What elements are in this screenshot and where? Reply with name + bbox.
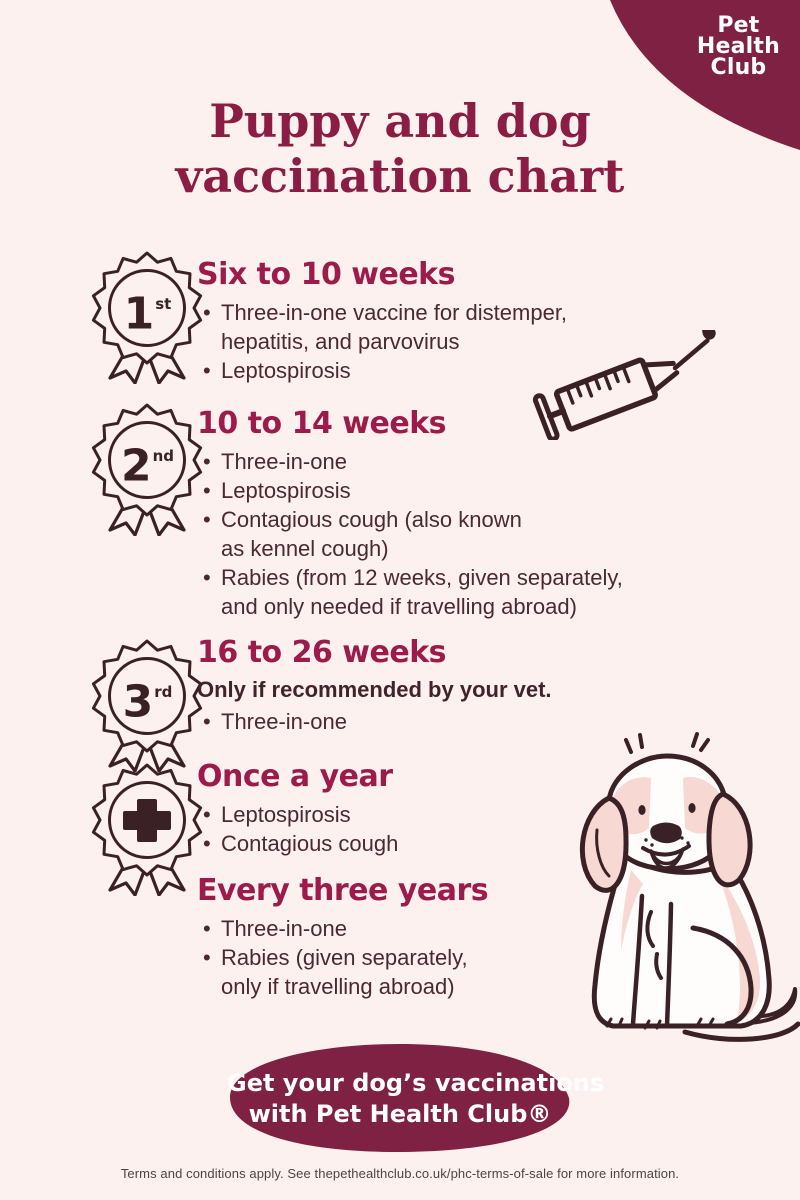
- section-heading: 10 to 14 weeks: [197, 406, 446, 441]
- terms-text: Terms and conditions apply. See thepethealthclub.co.uk/phc-terms-of-sale for more information.: [120, 1166, 680, 1181]
- section-heading: Every three years: [197, 873, 489, 908]
- badge-2nd-label: [88, 432, 206, 495]
- badge-number: 1: [123, 288, 155, 340]
- badge-plus: [88, 762, 206, 896]
- dog-illustration: [545, 690, 800, 1045]
- page-title-line1: Puppy and dog: [209, 94, 591, 148]
- list-item: • Contagious cough (also known as kennel cough): [197, 505, 667, 563]
- section-note: Only if recommended by your vet.: [197, 677, 552, 702]
- logo-line: Pet: [717, 13, 760, 38]
- list-item: • Rabies (given separately, only if travelling abroad): [197, 943, 667, 1001]
- page-title-line2: vaccination chart: [175, 149, 625, 203]
- list-item: • Leptospirosis: [197, 356, 667, 385]
- section-heading: Six to 10 weeks: [197, 257, 455, 292]
- list-item: • Three-in-one: [197, 707, 667, 736]
- badge-1st-label: [88, 280, 206, 343]
- badge-number: 3: [122, 676, 154, 728]
- page-title: [0, 94, 800, 204]
- badge-number: 2: [120, 440, 152, 492]
- pet-health-club-logo: [697, 15, 780, 78]
- list-item: • Three-in-one vaccine for distemper, hepatitis, and parvovirus: [197, 298, 667, 356]
- badge-3rd-label: [88, 668, 206, 731]
- section-heading: Once a year: [197, 759, 393, 794]
- cta-line1: Get your dog’s vaccinations: [227, 1069, 605, 1097]
- list-item: • Leptospirosis: [197, 800, 667, 829]
- list-item: • Contagious cough: [197, 829, 667, 858]
- list-item: • Rabies (from 12 weeks, given separately, and only needed if travelling abroad): [197, 563, 667, 621]
- list-item: • Leptospirosis: [197, 476, 667, 505]
- section-heading: 16 to 26 weeks: [197, 635, 446, 670]
- cta-button[interactable]: [227, 1042, 605, 1154]
- syringe-illustration: [528, 330, 733, 440]
- badge-2nd: [88, 402, 206, 536]
- list-item: • Three-in-one: [197, 447, 667, 476]
- cta-label: [227, 1068, 605, 1130]
- badge-1st: [88, 250, 206, 384]
- cta-line2: with Pet Health Club®: [248, 1100, 552, 1128]
- list-item: • Three-in-one: [197, 914, 667, 943]
- logo-line: Club: [710, 55, 767, 80]
- badge-3rd: [88, 638, 206, 772]
- logo-line: Health: [696, 34, 780, 59]
- rosette-badge-icon: [88, 762, 206, 896]
- bullet-list: [197, 447, 667, 621]
- badge-suffix: rd: [154, 683, 173, 701]
- badge-suffix: st: [155, 295, 172, 313]
- badge-suffix: nd: [152, 447, 175, 465]
